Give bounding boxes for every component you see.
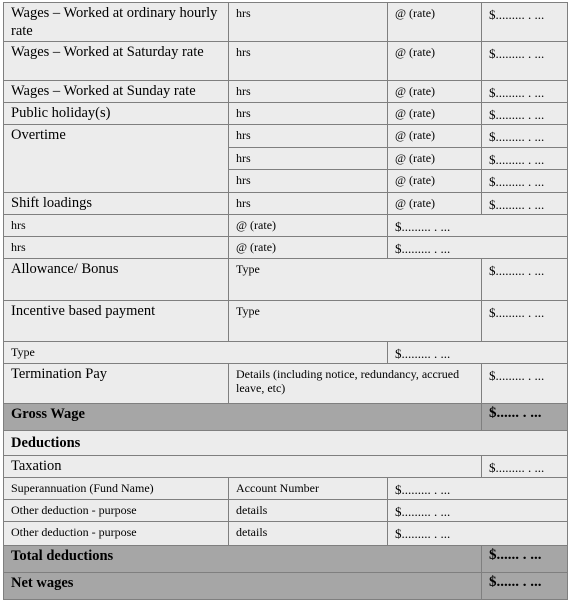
row-saturday-wages xyxy=(4,42,568,81)
amount-type-other[interactable]: $......... . ... xyxy=(388,342,568,364)
rate-overtime-2[interactable]: @ (rate) xyxy=(388,148,482,170)
label-taxation: Taxation xyxy=(4,456,482,478)
label-gross-wage: Gross Wage xyxy=(4,404,482,431)
amount-shift-extra-1[interactable]: $......... . ... xyxy=(388,215,568,237)
amount-overtime-2[interactable]: $......... . ... xyxy=(482,148,568,170)
amount-net-wages[interactable]: $...... . ... xyxy=(482,573,568,600)
label-overtime: Overtime xyxy=(4,125,229,193)
row-deductions-header xyxy=(4,431,568,456)
label-termination: Termination Pay xyxy=(4,364,229,404)
row-incentive-payment xyxy=(4,301,568,342)
row-gross-wage xyxy=(4,404,568,431)
row-overtime-1 xyxy=(4,125,568,148)
rate-sunday[interactable]: @ (rate) xyxy=(388,81,482,103)
amount-saturday[interactable]: $......... . ... xyxy=(482,42,568,81)
row-ordinary-wages xyxy=(4,3,568,42)
account-number[interactable]: Account Number xyxy=(229,478,388,500)
hrs-overtime-2[interactable]: hrs xyxy=(229,148,388,170)
rate-saturday[interactable]: @ (rate) xyxy=(388,42,482,81)
label-incentive: Incentive based payment xyxy=(4,301,229,342)
hrs-ordinary[interactable]: hrs xyxy=(229,3,388,42)
hrs-shift[interactable]: hrs xyxy=(229,193,388,215)
amount-ordinary[interactable]: $......... . ... xyxy=(482,3,568,42)
amount-gross-wage[interactable]: $...... . ... xyxy=(482,404,568,431)
type-allowance[interactable]: Type xyxy=(229,259,482,301)
amount-holiday[interactable]: $......... . ... xyxy=(482,103,568,125)
hrs-shift-extra-1[interactable]: hrs xyxy=(4,215,229,237)
amount-incentive[interactable]: $......... . ... xyxy=(482,301,568,342)
label-total-deductions: Total deductions xyxy=(4,546,482,573)
label-holiday: Public holiday(s) xyxy=(4,103,229,125)
label-sunday: Wages – Worked at Sunday rate xyxy=(4,81,229,103)
amount-other-deduction-2[interactable]: $......... . ... xyxy=(388,522,568,546)
row-superannuation xyxy=(4,478,568,500)
rate-shift-extra-2[interactable]: @ (rate) xyxy=(229,237,388,259)
row-sunday-wages xyxy=(4,81,568,103)
rate-ordinary[interactable]: @ (rate) xyxy=(388,3,482,42)
amount-other-deduction-1[interactable]: $......... . ... xyxy=(388,500,568,522)
amount-taxation[interactable]: $......... . ... xyxy=(482,456,568,478)
label-shift: Shift loadings xyxy=(4,193,229,215)
details-other-deduction-2[interactable]: details xyxy=(229,522,388,546)
rate-overtime-3[interactable]: @ (rate) xyxy=(388,170,482,193)
payslip-table xyxy=(3,2,568,600)
label-superannuation: Superannuation (Fund Name) xyxy=(4,478,229,500)
hrs-shift-extra-2[interactable]: hrs xyxy=(4,237,229,259)
hrs-saturday[interactable]: hrs xyxy=(229,42,388,81)
label-other-deduction-1: Other deduction - purpose xyxy=(4,500,229,522)
label-allowance: Allowance/ Bonus xyxy=(4,259,229,301)
rate-shift[interactable]: @ (rate) xyxy=(388,193,482,215)
label-other-deduction-2: Other deduction - purpose xyxy=(4,522,229,546)
amount-sunday[interactable]: $......... . ... xyxy=(482,81,568,103)
amount-shift-extra-2[interactable]: $......... . ... xyxy=(388,237,568,259)
amount-superannuation[interactable]: $......... . ... xyxy=(388,478,568,500)
label-net-wages: Net wages xyxy=(4,573,482,600)
row-other-deduction-2 xyxy=(4,522,568,546)
type-incentive[interactable]: Type xyxy=(229,301,482,342)
amount-termination[interactable]: $......... . ... xyxy=(482,364,568,404)
row-allowance-bonus xyxy=(4,259,568,301)
amount-overtime-3[interactable]: $......... . ... xyxy=(482,170,568,193)
row-type xyxy=(4,342,568,364)
row-shift-loadings xyxy=(4,193,568,215)
details-other-deduction-1[interactable]: details xyxy=(229,500,388,522)
row-termination-pay xyxy=(4,364,568,404)
hrs-sunday[interactable]: hrs xyxy=(229,81,388,103)
details-termination[interactable]: Details (including notice, redundancy, accrued leave, etc) xyxy=(229,364,482,404)
amount-overtime-1[interactable]: $......... . ... xyxy=(482,125,568,148)
amount-shift[interactable]: $......... . ... xyxy=(482,193,568,215)
rate-holiday[interactable]: @ (rate) xyxy=(388,103,482,125)
label-deductions: Deductions xyxy=(4,431,568,456)
row-total-deductions xyxy=(4,546,568,573)
row-shift-extra-2 xyxy=(4,237,568,259)
label-ordinary: Wages – Worked at ordinary hourly rate xyxy=(4,3,229,42)
hrs-holiday[interactable]: hrs xyxy=(229,103,388,125)
row-shift-extra-1 xyxy=(4,215,568,237)
hrs-overtime-1[interactable]: hrs xyxy=(229,125,388,148)
row-other-deduction-1 xyxy=(4,500,568,522)
label-saturday: Wages – Worked at Saturday rate xyxy=(4,42,229,81)
row-net-wages xyxy=(4,573,568,600)
amount-allowance[interactable]: $......... . ... xyxy=(482,259,568,301)
rate-shift-extra-1[interactable]: @ (rate) xyxy=(229,215,388,237)
hrs-overtime-3[interactable]: hrs xyxy=(229,170,388,193)
amount-total-deductions[interactable]: $...... . ... xyxy=(482,546,568,573)
type-other[interactable]: Type xyxy=(4,342,388,364)
rate-overtime-1[interactable]: @ (rate) xyxy=(388,125,482,148)
row-taxation xyxy=(4,456,568,478)
row-public-holiday xyxy=(4,103,568,125)
